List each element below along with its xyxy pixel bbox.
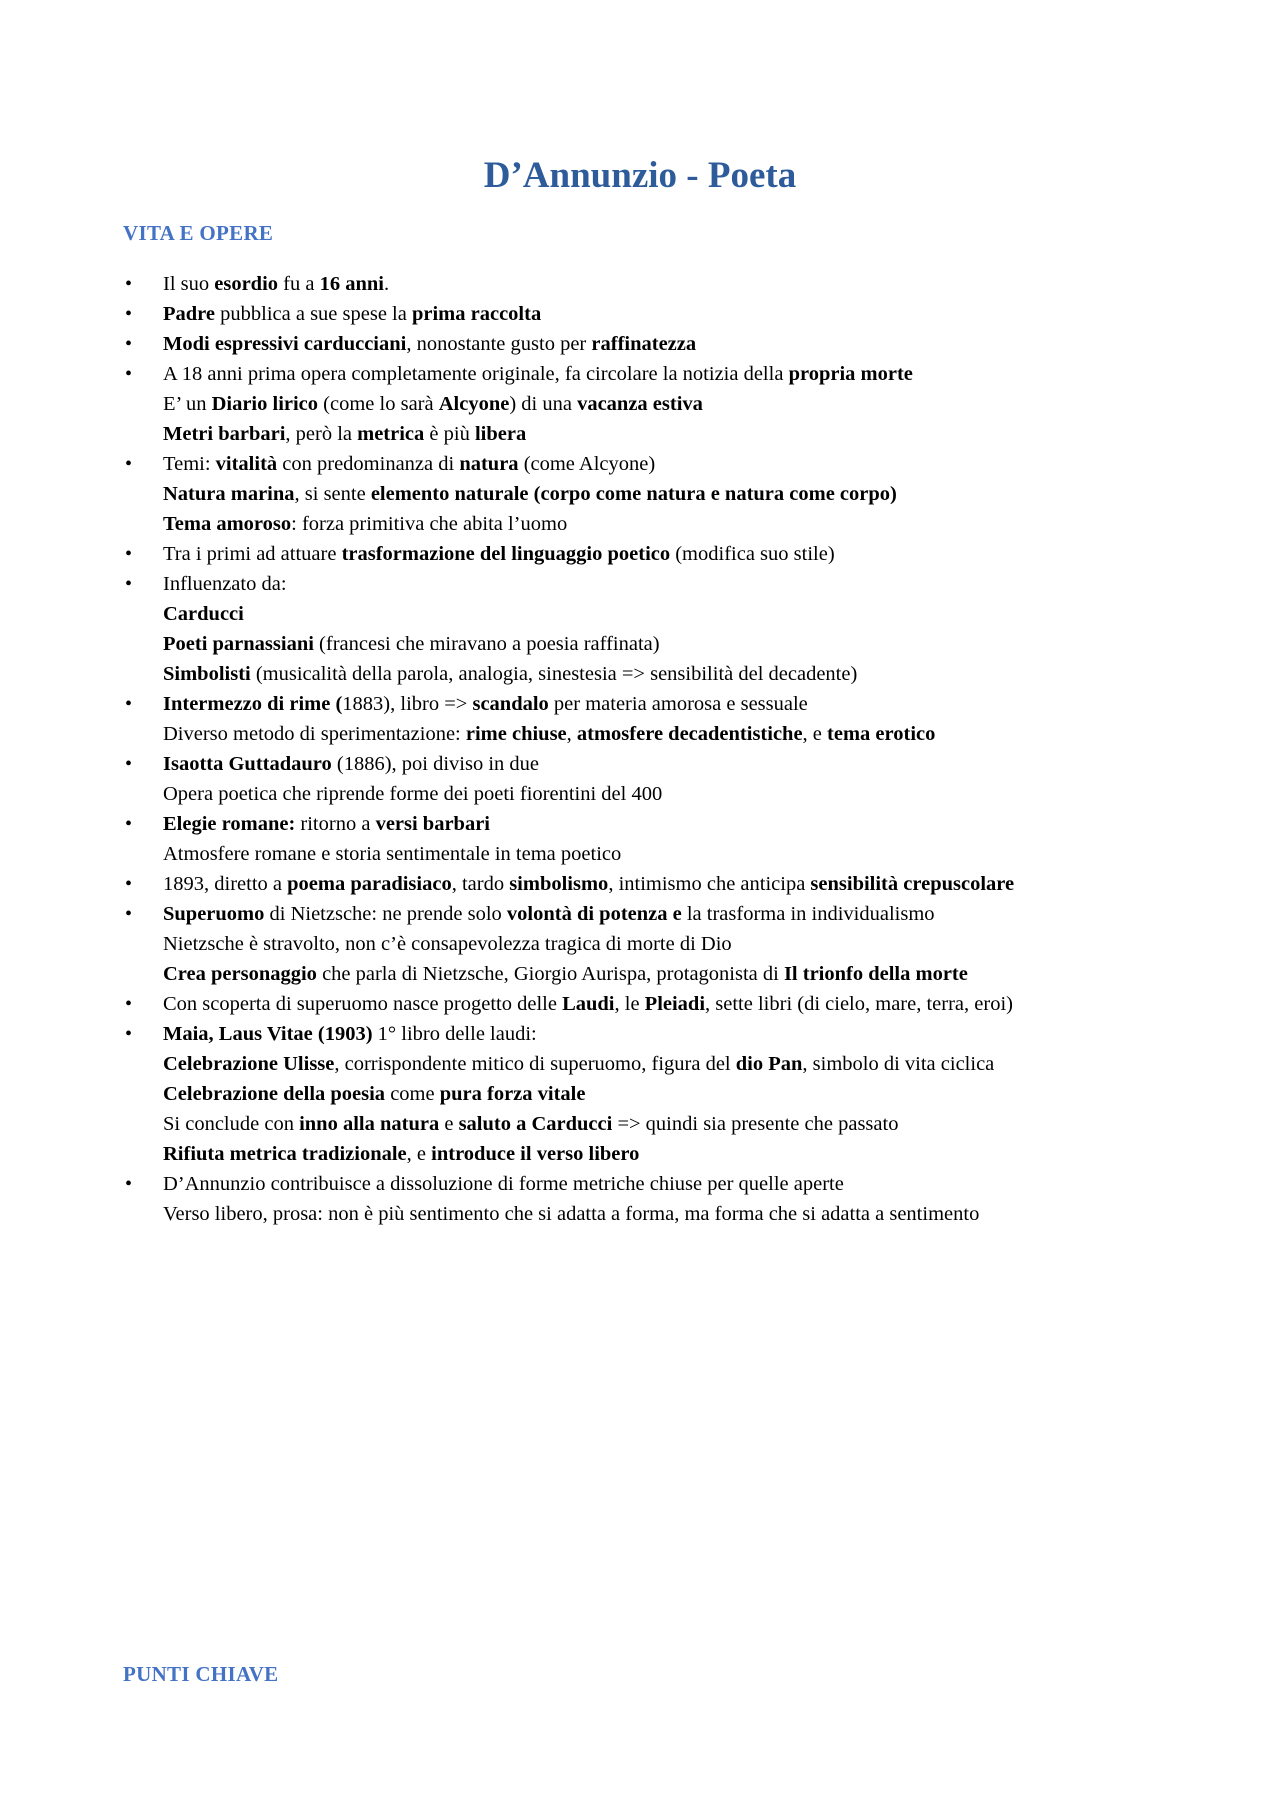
list-item-line (163, 1049, 1243, 1079)
text-run: E’ un (163, 393, 212, 415)
text-run: : forza primitiva che abita l’uomo (291, 513, 568, 535)
bold-text: Celebrazione della poesia (163, 1083, 386, 1105)
list-item-line (163, 659, 1243, 689)
bold-text: Poeti parnassiani (163, 633, 314, 655)
bold-text: Crea personaggio (163, 963, 317, 985)
list-item (123, 329, 1243, 359)
bold-text: Isaotta Guttadauro (163, 753, 332, 775)
bold-text: poema paradisiaco (287, 873, 452, 895)
bold-text: Celebrazione Ulisse (163, 1053, 335, 1075)
bullet-icon: • (125, 333, 133, 355)
bold-text: Modi espressivi carducciani (163, 333, 407, 355)
text-run: come (385, 1083, 440, 1105)
text-run: la trasforma in individualismo (681, 903, 935, 925)
text-run: , (566, 723, 577, 745)
list-item-line (163, 899, 1243, 929)
list-item-line (163, 1079, 1243, 1109)
page-title: D’Annunzio - Poeta (483, 155, 797, 196)
text-run: per materia amorosa e sessuale (548, 693, 808, 715)
bold-text: 16 anni (319, 273, 384, 295)
text-run: Opera poetica che riprende forme dei poeti fiorentini del 400 (163, 783, 663, 805)
text-run: con predominanza di (277, 453, 460, 475)
text-run: che parla di Nietzsche, Giorgio Aurispa, protagonista di (316, 963, 784, 985)
text-run: Diverso metodo di sperimentazione: (163, 723, 466, 745)
list-item-line (163, 749, 1243, 779)
list-item (123, 749, 1243, 809)
bullet-icon: • (125, 813, 133, 835)
bullet-icon: • (125, 903, 133, 925)
bold-text: Metri barbari (163, 423, 286, 445)
text-run: , però la (285, 423, 358, 445)
bold-text: Superuomo (163, 903, 265, 925)
text-run: Si conclude con (163, 1113, 300, 1135)
bold-text: prima raccolta (411, 303, 542, 325)
text-run: Influenzato da: (163, 573, 287, 595)
text-run: 1° libro delle laudi: (372, 1023, 537, 1045)
list-item-line (163, 719, 1243, 749)
text-run: (musicalità della parola, analogia, sinestesia => sensibilità del decadente) (250, 663, 858, 685)
section-heading-vita-e-opere: VITA E OPERE (123, 221, 274, 245)
bold-text: Elegie romane: (163, 813, 296, 835)
bold-text: rime chiuse (465, 723, 567, 745)
list-item-line (163, 839, 1243, 869)
text-run: ) di una (509, 393, 578, 415)
bold-text: saluto a Carducci (458, 1113, 613, 1135)
list-item-line (163, 389, 1243, 419)
list-item (123, 539, 1243, 569)
list-item-line (163, 1139, 1243, 1169)
text-run: è più (424, 423, 475, 445)
text-run: Con scoperta di superuomo nasce progetto delle (163, 993, 563, 1015)
text-run: (come Alcyone) (518, 453, 656, 475)
text-run: (modifica suo stile) (670, 543, 835, 565)
bold-text: metrica (357, 423, 425, 445)
text-run: , e (802, 723, 828, 745)
list-item (123, 449, 1243, 539)
list-item-line (163, 1109, 1243, 1139)
text-run: , si sente (294, 483, 371, 505)
bullet-icon: • (125, 873, 133, 895)
bold-text: atmosfere decadentistiche (576, 723, 803, 745)
list-item-line (163, 929, 1243, 959)
bold-text: Padre (163, 303, 216, 325)
text-run: (come lo sarà (318, 393, 439, 415)
list-item-line (163, 419, 1243, 449)
section-heading-punti-chiave: PUNTI CHIAVE (123, 1662, 279, 1686)
list-item-line (163, 689, 1243, 719)
text-run: , nonostante gusto per (406, 333, 592, 355)
list-item-line (163, 629, 1243, 659)
bold-text: scandalo (472, 693, 549, 715)
list-item (123, 689, 1243, 749)
bullet-icon: • (125, 1173, 133, 1195)
list-item (123, 989, 1243, 1019)
bullet-icon: • (125, 993, 133, 1015)
text-run: , corrispondente mitico di superuomo, figura del (334, 1053, 736, 1075)
bold-text: Pleiadi (644, 993, 706, 1015)
bold-text: elemento naturale (corpo come natura e natura come corpo) (370, 483, 897, 505)
list-item (123, 269, 1243, 299)
list-item (123, 1169, 1243, 1229)
text-run: => quindi sia presente che passato (612, 1113, 899, 1135)
list-item-line (163, 299, 1243, 329)
bold-text: Alcyone (438, 393, 510, 415)
list-item-line (163, 269, 1243, 299)
list-item (123, 359, 1243, 449)
list-item (123, 809, 1243, 869)
bold-text: Tema amoroso (163, 513, 292, 535)
list-item-line (163, 509, 1243, 539)
bold-text: sensibilità crepuscolare (810, 873, 1015, 895)
text-run: (francesi che miravano a poesia raffinata) (313, 633, 660, 655)
bold-text: Il trionfo della morte (783, 963, 968, 985)
bold-text: natura (459, 453, 519, 475)
bold-text: simbolismo (509, 873, 609, 895)
bold-text: inno alla natura (299, 1113, 440, 1135)
list-item-line (163, 779, 1243, 809)
bold-text: trasformazione del linguaggio poetico (341, 543, 671, 565)
text-run: , tardo (451, 873, 510, 895)
text-run: ritorno a (295, 813, 376, 835)
text-run: Temi: (163, 453, 216, 475)
list-item-line (163, 809, 1243, 839)
bold-text: Rifiuta metrica tradizionale (163, 1143, 407, 1165)
list-item (123, 299, 1243, 329)
text-run: Verso libero, prosa: non è più sentimento che si adatta a forma, ma forma che si adatta a sentimento (163, 1203, 980, 1225)
list-item (123, 899, 1243, 989)
bold-text: libera (474, 423, 527, 445)
bullet-list (123, 269, 1243, 1229)
list-item (123, 569, 1243, 689)
text-run: fu a (278, 273, 320, 295)
list-item-line (163, 329, 1243, 359)
list-item-line (163, 869, 1243, 899)
list-item-line (163, 449, 1243, 479)
list-item-line (163, 479, 1243, 509)
text-run: Nietzsche è stravolto, non c’è consapevolezza tragica di morte di Dio (163, 933, 732, 955)
list-item-line (163, 1169, 1243, 1199)
bold-text: vacanza estiva (577, 393, 703, 415)
bold-text: Maia, Laus Vitae (1903) (163, 1023, 373, 1045)
text-run: , e (406, 1143, 432, 1165)
bullet-icon: • (125, 753, 133, 775)
list-item-line (163, 1019, 1243, 1049)
text-run: pubblica a sue spese la (215, 303, 412, 325)
list-item-line (163, 1199, 1243, 1229)
list-item (123, 869, 1243, 899)
text-run: 1893, diretto a (163, 873, 288, 895)
bullet-icon: • (125, 693, 133, 715)
bullet-icon: • (125, 573, 133, 595)
bullet-icon: • (125, 453, 133, 475)
list-item-line (163, 959, 1243, 989)
text-run: di Nietzsche: ne prende solo (264, 903, 507, 925)
text-run: 1883), libro => (342, 693, 473, 715)
bullet-icon: • (125, 273, 133, 295)
text-run: Il suo (163, 273, 215, 295)
bold-text: dio Pan (735, 1053, 803, 1075)
list-item-line (163, 989, 1243, 1019)
text-run: (1886), poi diviso in due (331, 753, 540, 775)
bold-text: versi barbari (375, 813, 491, 835)
text-run: A 18 anni prima opera completamente originale, fa circolare la notizia della (163, 363, 789, 385)
bullet-icon: • (125, 303, 133, 325)
text-run: D’Annunzio contribuisce a dissoluzione di forme metriche chiuse per quelle aperte (163, 1173, 844, 1195)
list-item-line (163, 539, 1243, 569)
bold-text: introduce il verso libero (431, 1143, 640, 1165)
bold-text: Natura marina (163, 483, 295, 505)
text-run: e (439, 1113, 459, 1135)
list-item (123, 1019, 1243, 1169)
bold-text: propria morte (788, 363, 913, 385)
bold-text: Intermezzo di rime ( (163, 693, 343, 715)
bold-text: vitalità (215, 453, 278, 475)
bold-text: Laudi (562, 993, 615, 1015)
list-item-line (163, 569, 1243, 599)
text-run: , sette libri (di cielo, mare, terra, eroi) (705, 993, 1013, 1015)
text-run: Tra i primi ad attuare (163, 543, 342, 565)
bold-text: Diario lirico (211, 393, 319, 415)
bullet-icon: • (125, 363, 133, 385)
text-run: , le (614, 993, 645, 1015)
bold-text: esordio (214, 273, 279, 295)
bold-text: Carducci (163, 603, 244, 625)
bold-text: raffinatezza (591, 333, 697, 355)
text-run: , intimismo che anticipa (608, 873, 811, 895)
list-item-line (163, 599, 1243, 629)
text-run: , simbolo di vita ciclica (802, 1053, 995, 1075)
bold-text: Simbolisti (163, 663, 251, 685)
bold-text: pura forza vitale (439, 1083, 586, 1105)
bold-text: volontà di potenza e (506, 903, 682, 925)
text-run: . (383, 273, 390, 295)
list-item-line (163, 359, 1243, 389)
bullet-icon: • (125, 1023, 133, 1045)
bold-text: tema erotico (827, 723, 936, 745)
text-run: Atmosfere romane e storia sentimentale in tema poetico (163, 843, 622, 865)
bullet-icon: • (125, 543, 133, 565)
